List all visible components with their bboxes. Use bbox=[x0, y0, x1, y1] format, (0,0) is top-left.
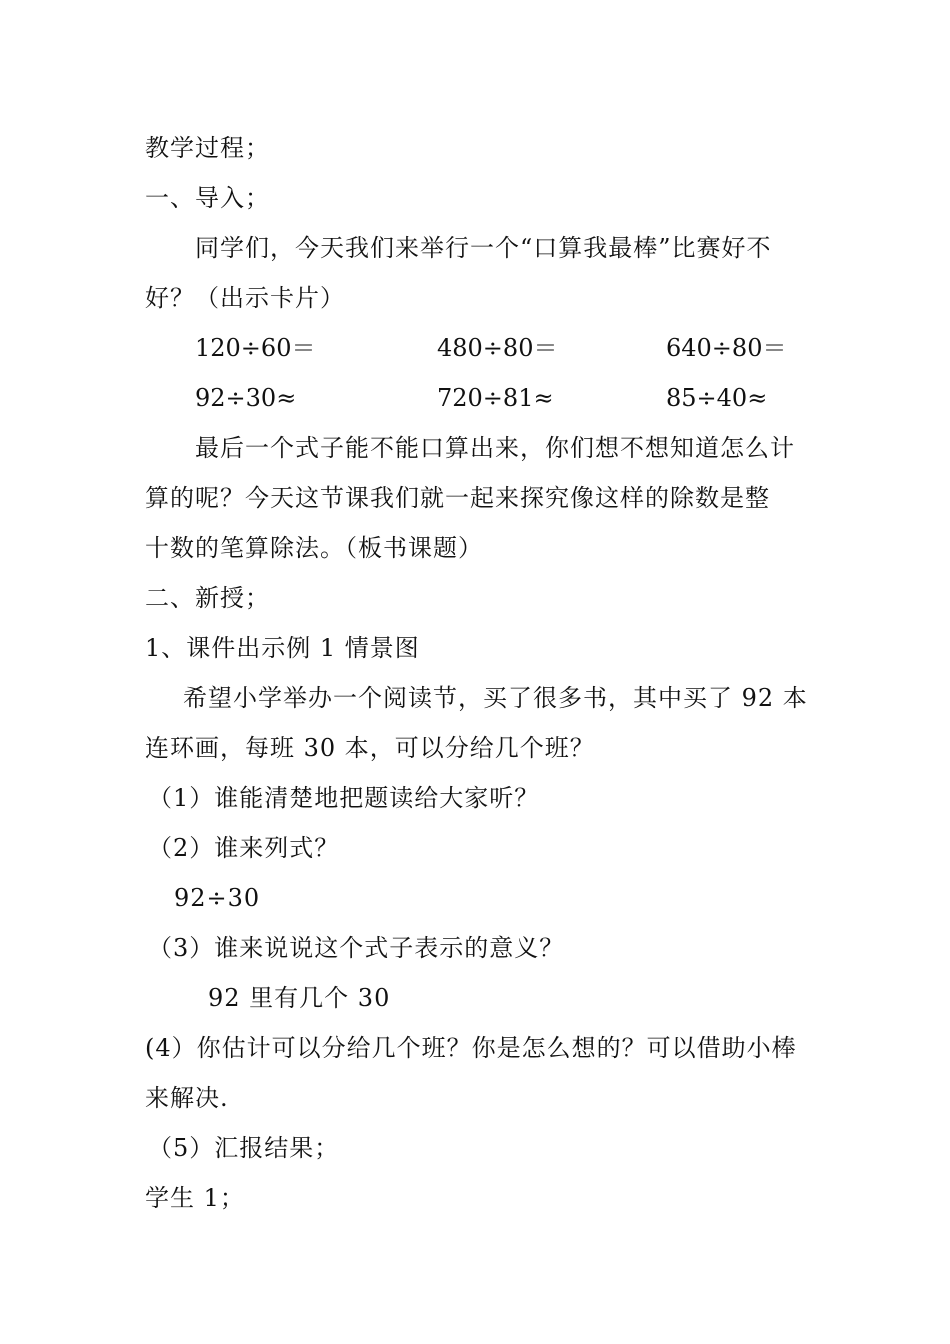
paragraph-line: 好？（出示卡片） bbox=[145, 284, 345, 312]
section-heading-new-lesson: 二、新授； bbox=[145, 584, 270, 612]
question-line: (4）你估计可以分给几个班？你是怎么想的？可以借助小棒 bbox=[145, 1034, 797, 1062]
paragraph-line: 学生 1； bbox=[145, 1184, 245, 1212]
card-equation: 480÷80＝ bbox=[437, 334, 558, 362]
equation-line: 92÷30 bbox=[174, 884, 261, 912]
question-line: （2）谁来列式？ bbox=[148, 834, 340, 862]
paragraph-line: 连环画，每班 30 本，可以分给几个班？ bbox=[145, 734, 595, 762]
section-heading-intro: 一、导入； bbox=[145, 184, 270, 212]
question-line: （3）谁来说说这个式子表示的意义？ bbox=[148, 934, 565, 962]
paragraph-line: 最后一个式子能不能口算出来，你们想不想知道怎么计 bbox=[195, 434, 795, 462]
paragraph-line: 希望小学举办一个阅读节，买了很多书，其中买了 92 本 bbox=[183, 684, 808, 712]
question-line: （5）汇报结果； bbox=[148, 1134, 340, 1162]
card-equation: 640÷80＝ bbox=[666, 334, 787, 362]
section-heading-teaching-process: 教学过程； bbox=[145, 134, 270, 162]
card-equation: 720÷81≈ bbox=[437, 384, 554, 412]
card-equation: 85÷40≈ bbox=[666, 384, 768, 412]
answer-line: 92 里有几个 30 bbox=[208, 984, 391, 1012]
paragraph-line: 算的呢？今天这节课我们就一起来探究像这样的除数是整 bbox=[145, 484, 770, 512]
paragraph-line: 十数的笔算除法。（板书课题） bbox=[145, 534, 483, 562]
card-equation: 92÷30≈ bbox=[195, 384, 297, 412]
card-equation: 120÷60＝ bbox=[195, 334, 316, 362]
question-line: （1）谁能清楚地把题读给大家听？ bbox=[148, 784, 540, 812]
paragraph-line: 同学们，今天我们来举行一个“口算我最棒”比赛好不 bbox=[195, 234, 772, 262]
paragraph-line: 1、课件出示例 1 情景图 bbox=[145, 634, 420, 662]
paragraph-line: 来解决. bbox=[145, 1084, 229, 1112]
